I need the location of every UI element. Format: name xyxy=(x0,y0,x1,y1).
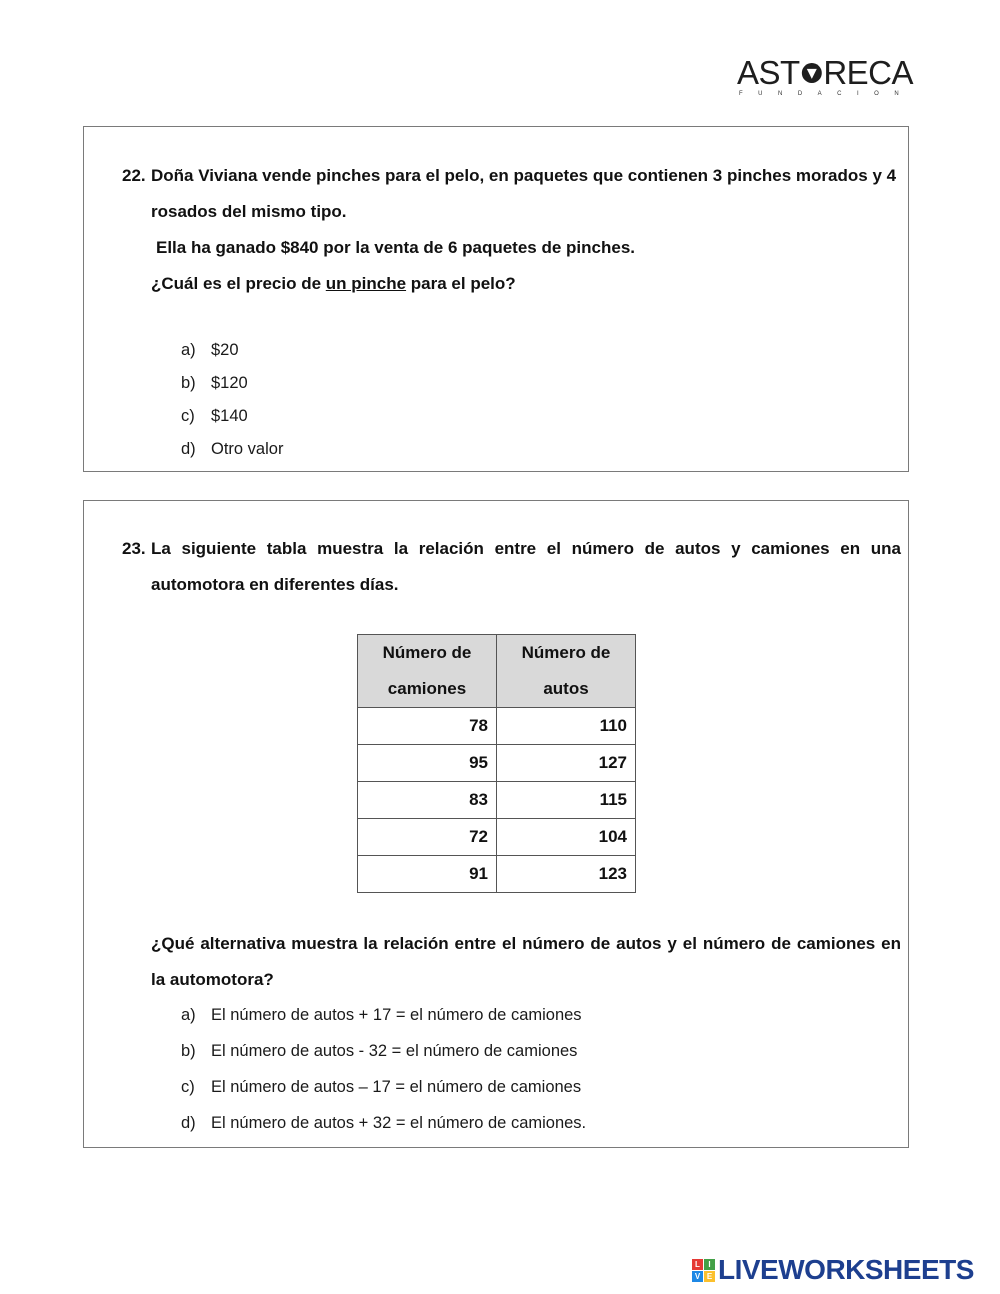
question-22-number: 22. xyxy=(122,166,146,185)
option-letter: d) xyxy=(181,1114,196,1132)
header-line: autos xyxy=(543,679,589,698)
table-cell: 78 xyxy=(358,708,497,745)
option-text: Otro valor xyxy=(211,440,284,458)
logo-text-left: AST xyxy=(737,54,800,91)
logo-wordmark xyxy=(737,56,913,90)
logo-o-icon xyxy=(801,60,823,86)
option-text: $120 xyxy=(211,374,248,392)
table-header-row xyxy=(358,635,636,708)
badge-letter: E xyxy=(704,1271,715,1282)
table-cell: 83 xyxy=(358,782,497,819)
table-header-camiones xyxy=(358,635,497,708)
option-text: El número de autos – 17 = el número de camiones xyxy=(211,1078,582,1096)
q23-option-b[interactable] xyxy=(181,1035,577,1068)
table-row xyxy=(358,745,636,782)
autos-camiones-table xyxy=(357,634,636,893)
option-letter: c) xyxy=(181,407,195,425)
header-line: Número de xyxy=(521,643,611,662)
header-line: Número de xyxy=(382,643,472,662)
q22-option-d[interactable] xyxy=(181,433,283,466)
liveworksheets-logo xyxy=(692,1253,974,1287)
option-letter: a) xyxy=(181,1006,196,1024)
table-row xyxy=(358,819,636,856)
prompt-underline: un pinche xyxy=(325,274,407,293)
table-cell: 110 xyxy=(497,708,636,745)
q23-option-c[interactable] xyxy=(181,1071,581,1104)
logo-subtitle: FUNDACION xyxy=(739,91,915,97)
q22-option-a[interactable] xyxy=(181,334,239,367)
table-cell: 127 xyxy=(497,745,636,782)
option-letter: b) xyxy=(181,1042,196,1060)
option-text: $140 xyxy=(211,407,248,425)
question-22-line3: Ella ha ganado $840 por la venta de 6 paquetes de pinches. xyxy=(156,238,635,257)
question-22-line1: Doña Viviana vende pinches para el pelo, en paquetes que contienen 3 pinches morados y 4 xyxy=(151,166,897,185)
logo-text-right: RECA xyxy=(823,54,913,91)
option-letter: c) xyxy=(181,1078,195,1096)
badge-letter: I xyxy=(704,1259,715,1270)
table-cell: 95 xyxy=(358,745,497,782)
badge-letter: L xyxy=(692,1259,703,1270)
table-row xyxy=(358,856,636,893)
table-cell: 91 xyxy=(358,856,497,893)
header-line: camiones xyxy=(387,679,467,698)
question-23-line2: automotora en diferentes días. xyxy=(151,575,399,594)
table-cell: 72 xyxy=(358,819,497,856)
q23-option-d[interactable] xyxy=(181,1107,586,1140)
question-23-number: 23. xyxy=(122,539,146,558)
table-header-autos xyxy=(497,635,636,708)
question-22-prompt xyxy=(151,266,516,302)
liveworksheets-brand: LIVEWORKSHEETS xyxy=(718,1254,974,1285)
option-text: El número de autos - 32 = el número de camiones xyxy=(211,1042,578,1060)
table-row xyxy=(358,782,636,819)
option-letter: a) xyxy=(181,341,196,359)
badge-letter: V xyxy=(692,1271,703,1282)
option-letter: d) xyxy=(181,440,196,458)
option-text: El número de autos + 17 = el número de camiones xyxy=(211,1006,582,1024)
q22-option-b[interactable] xyxy=(181,367,248,400)
option-text: El número de autos + 32 = el número de camiones. xyxy=(211,1114,587,1132)
astoreca-logo xyxy=(737,56,913,98)
q22-option-c[interactable] xyxy=(181,400,248,433)
question-23-prompt-line2: la automotora? xyxy=(151,970,274,989)
table-cell: 123 xyxy=(497,856,636,893)
table-cell: 104 xyxy=(497,819,636,856)
question-23-prompt-line1: ¿Qué alternativa muestra la relación entre el número de autos y el número de camiones en xyxy=(151,934,901,953)
question-23-line1: La siguiente tabla muestra la relación entre el número de autos y camiones en una xyxy=(151,539,901,558)
prompt-pre: ¿Cuál es el precio de xyxy=(151,274,326,293)
table-cell: 115 xyxy=(497,782,636,819)
prompt-post: para el pelo? xyxy=(406,274,516,293)
option-letter: b) xyxy=(181,374,196,392)
option-text: $20 xyxy=(211,341,239,359)
table-row xyxy=(358,708,636,745)
liveworksheets-badge-icon xyxy=(692,1259,715,1282)
question-22-line2: rosados del mismo tipo. xyxy=(151,202,347,221)
q23-option-a[interactable] xyxy=(181,999,582,1032)
